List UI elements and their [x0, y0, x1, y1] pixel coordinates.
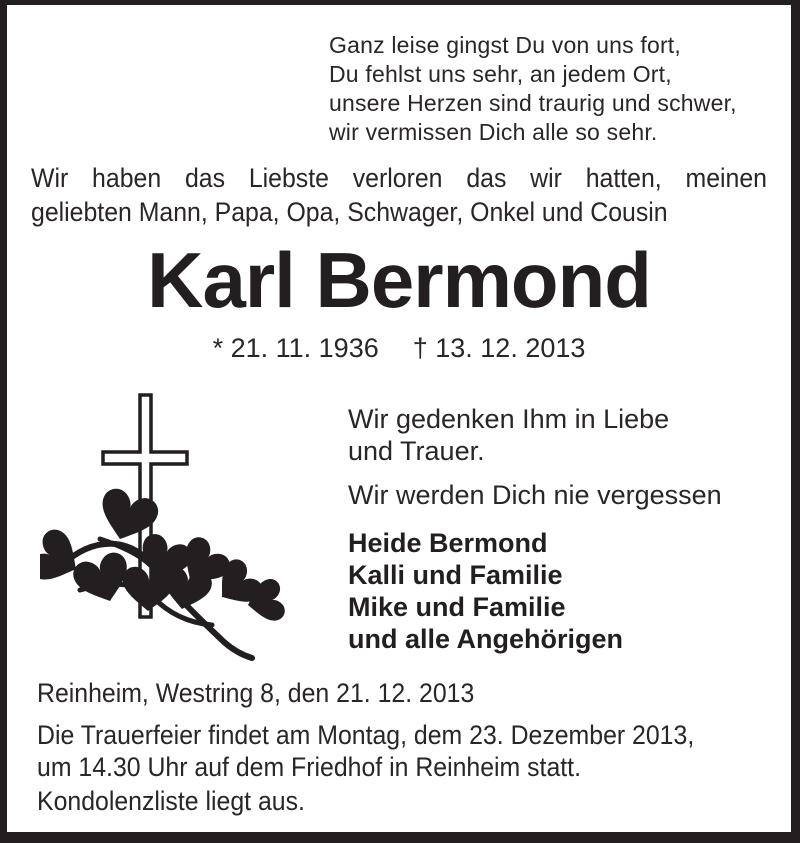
memorial-text: [348, 387, 722, 655]
poem-line: unsere Herzen sind traurig und schwer,: [329, 90, 737, 116]
funeral-details: [7, 677, 791, 817]
intro-line: geliebten Mann, Papa, Opa, Schwager, Onkel und Cousin: [31, 197, 668, 227]
death-date: † 13. 12. 2013: [412, 333, 586, 363]
funeral-announcement: [37, 719, 791, 783]
poem-line: Du fehlst uns sehr, an jedem Ort,: [329, 61, 672, 87]
memorial-line: Wir gedenken Ihm in Liebe: [348, 404, 670, 434]
life-dates: [7, 333, 791, 363]
place-date-line: Reinheim, Westring 8, den 21. 12. 2013: [37, 678, 475, 708]
intro-paragraph: [7, 161, 791, 229]
funeral-line: Die Trauerfeier findet am Montag, dem 23. Dezember 2013,: [37, 720, 695, 750]
poem-line: wir vermissen Dich alle so sehr.: [329, 119, 658, 145]
memorial-line: und Trauer.: [348, 436, 485, 466]
memorial-section: [7, 387, 791, 667]
poem: [329, 31, 791, 147]
deceased-name: Karl Bermond: [147, 236, 651, 324]
poem-line: Ganz leise gingst Du von uns fort,: [329, 32, 681, 58]
condolence-line: Kondolenzliste liegt aus.: [37, 786, 305, 816]
mourner-name: Mike und Familie: [348, 592, 566, 622]
mourner-name: und alle Angehörigen: [348, 624, 624, 654]
funeral-line: um 14.30 Uhr auf dem Friedhof in Reinheim statt.: [37, 752, 581, 782]
birth-date: * 21. 11. 1936: [212, 333, 379, 363]
promise-line: Wir werden Dich nie vergessen: [348, 480, 722, 510]
mourner-name: Kalli und Familie: [348, 560, 563, 590]
cross-with-ivy-icon: [40, 387, 300, 667]
mourners-list: [348, 527, 722, 655]
intro-line: Wir haben das Liebste verloren das wir hatten, meinen: [31, 163, 767, 193]
mourner-name: Heide Bermond: [348, 528, 548, 558]
